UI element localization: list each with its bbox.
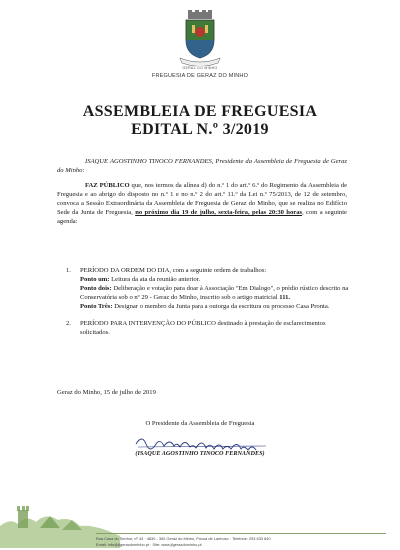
president-role: , Presidente da Assembleia de Freguesia de Geraz do Minho:: [57, 158, 347, 174]
agenda-point: [80, 302, 350, 311]
crest-caption: GERAZ DO MINHO: [182, 66, 218, 70]
organization-name: FREGUESIA DE GERAZ DO MINHO: [151, 73, 249, 79]
intro-text: [57, 157, 347, 232]
point-label: Ponto dois:: [80, 285, 112, 292]
closing-line: O Presidente da Assembleia de Freguesia: [145, 420, 255, 427]
intro-paragraph-2: [57, 181, 347, 226]
agenda-item-2: [66, 319, 350, 337]
agenda-item-title: PERÍODO PARA INTERVENÇÃO DO PÚBLICO destinado à prestação de esclarecimentos solicitados.: [80, 320, 326, 336]
point-text: Deliberação e votação para doar à Associação "Em Dialogo", o prédio rústico descrito na Conservatória sob o nº 29 - Geraz do Minho, inscrito sob o artigo matricial: [80, 285, 349, 301]
handwritten-signature: [132, 430, 272, 452]
date-line: Geraz do Minho, 15 de julho de 2019: [57, 389, 156, 396]
footer-divider: [96, 533, 386, 534]
agenda-item-title: PERÍODO DA ORDEM DO DIA, com a seguinte ordem de trabalhos:: [80, 267, 267, 274]
agenda-list: [66, 266, 350, 345]
point-label: Ponto Três:: [80, 303, 113, 310]
agenda-point: [80, 275, 350, 284]
president-name: ISAQUE AGOSTINHO TINOCO FERNANDES: [85, 158, 212, 165]
session-date: no próximo dia 19 de julho, sexta-feira, pelas 20:30 horas: [135, 209, 303, 216]
signer-name: (ISAQUE AGOSTINHO TINOCO FERNANDES): [135, 450, 265, 457]
point-label: Ponto um:: [80, 276, 110, 283]
announcement-text: que, nos termos da alínea d) do n.º 1 do art.º 6.º do Regimento da Assembleia de Freguesia e ao abrigo do disposto no n.º 1 e no n.º 2 do art.º 11.º da Lei n.º 75/2013, de 12 de setembro, convoca a Sessão Extraordinária da Assembleia de Freguesia de Geraz do Minho, que se realiza no Edifício Sede da Junta de Freguesia,: [57, 182, 347, 216]
point-text: Designar o membro da Junta para a outorga da escritura ou processo Casa Pronta.: [112, 303, 330, 310]
document-title: ASSEMBLEIA DE FREGUESIA: [82, 103, 318, 120]
announcement-end: , com a seguinte agenda:: [57, 209, 347, 225]
announcement-lead: FAZ PÚBLICO: [85, 182, 130, 189]
edital-number: EDITAL N.º 3/2019: [131, 121, 269, 138]
point-article: 111.: [279, 294, 291, 301]
agenda-item-number: 2.: [66, 320, 71, 327]
footer-contacts: Email: info@jfgerazdominho.pt · Site: www.jfgerazdominho.pt: [96, 542, 202, 547]
intro-paragraph-1: [57, 157, 347, 175]
agenda-point: [80, 284, 350, 302]
coat-of-arms-icon: [178, 10, 222, 66]
footer-address: Rua Casa do Senhor, nº 43 · 4830 - 300 Geraz do Minho, Póvoa de Lanhoso · Telefone: 253 633 840: [96, 536, 271, 541]
agenda-item-number: 1.: [66, 267, 71, 274]
point-text: Leitura da ata da reunião anterior.: [109, 276, 201, 283]
agenda-item-1: [66, 266, 350, 311]
